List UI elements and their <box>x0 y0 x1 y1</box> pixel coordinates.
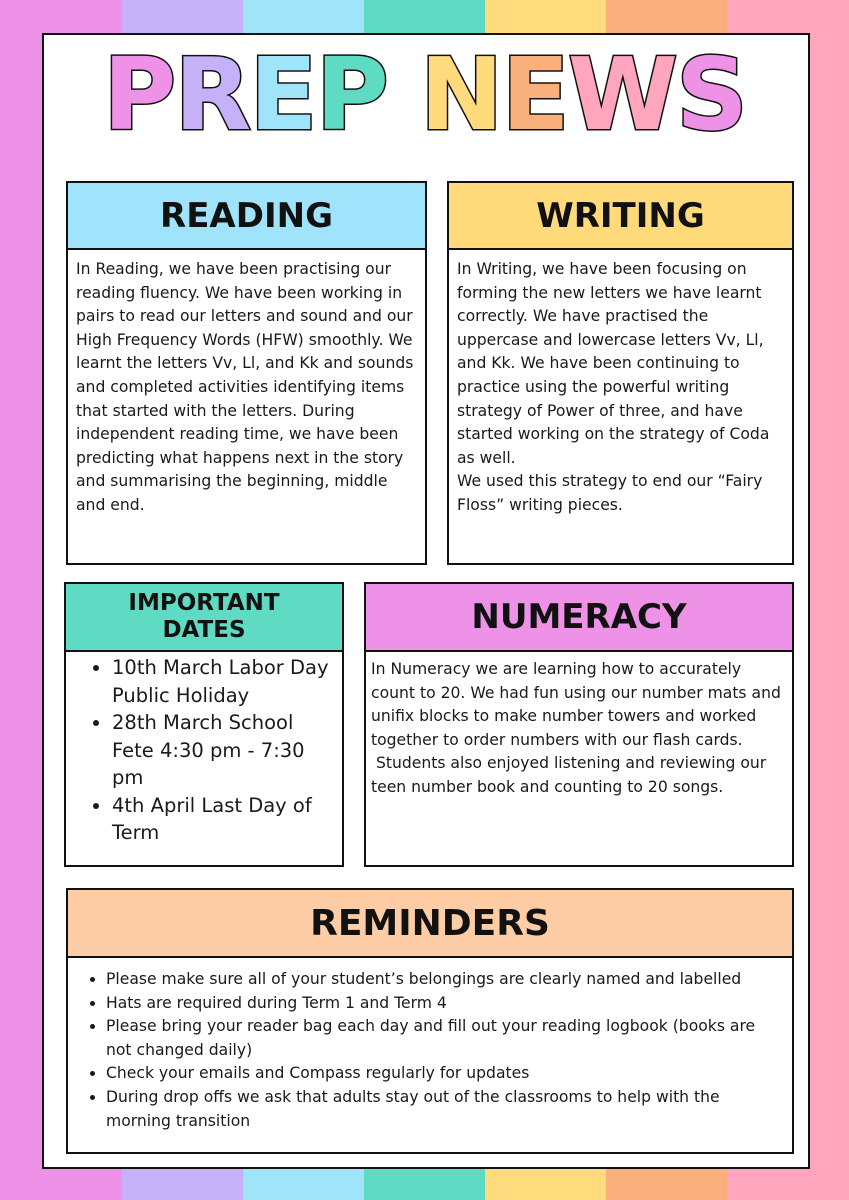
reading-heading: READING <box>160 195 333 236</box>
title-letter: E <box>501 36 568 153</box>
reminder-item: • Hats are required during Term 1 and Term 4 <box>106 992 782 1016</box>
important-dates-header <box>66 584 342 652</box>
numeracy-header <box>366 584 792 652</box>
writing-paragraph: We used this strategy to end our “Fairy Floss” writing pieces. <box>457 472 763 514</box>
page-title <box>0 36 849 153</box>
numeracy-paragraph: In Numeracy we are learning how to accurately count to 20. We had fun using our number mats and unifix blocks to make number towers and worked together to order numbers with our flash cards. <box>371 660 781 749</box>
title-letter: P <box>315 36 387 153</box>
numeracy-heading: NUMERACY <box>471 597 687 637</box>
reminders-header <box>68 890 792 958</box>
title-letter: W <box>567 36 677 153</box>
title-letter: S <box>676 36 747 153</box>
numeracy-body <box>366 652 792 800</box>
reading-section <box>66 181 427 565</box>
important-date-item: • 10th March Labor Day Public Holiday <box>112 654 336 709</box>
writing-heading: WRITING <box>536 195 705 236</box>
important-dates-list <box>66 652 342 847</box>
reading-header <box>68 183 425 250</box>
title-letter: P <box>102 36 175 153</box>
reminders-list <box>68 958 792 1133</box>
reading-body: In Reading, we have been practising our reading fluency. We have been working in pairs to read our letters and sound and our High Frequency Words (HFW) smoothly. We learnt the letters Vv, Ll, and Kk and sounds and completed activities identifying items that started with the letters. During independent reading time, we have been predicting what happens next in the story and summarising the beginning, middle and end. <box>76 260 414 514</box>
important-date-item: • 4th April Last Day of Term <box>112 792 336 847</box>
title-letter <box>387 36 420 153</box>
important-dates-section <box>64 582 344 867</box>
reminders-heading: REMINDERS <box>310 902 550 944</box>
reminder-item: • Please make sure all of your student’s belongings are clearly named and labelled <box>106 968 782 992</box>
reminder-item: • During drop offs we ask that adults stay out of the classrooms to help with the morning transition <box>106 1086 782 1133</box>
writing-header <box>449 183 792 250</box>
reminder-item: • Please bring your reader bag each day and fill out your reading logbook (books are not changed daily) <box>106 1015 782 1062</box>
numeracy-section <box>364 582 794 867</box>
important-date-item: • 28th March School Fete 4:30 pm - 7:30 pm <box>112 709 336 792</box>
reminder-item: • Check your emails and Compass regularly for updates <box>106 1062 782 1086</box>
title-letter: R <box>174 36 250 153</box>
writing-body <box>449 250 792 518</box>
writing-section <box>447 181 794 565</box>
important-dates-heading: IMPORTANT DATES <box>128 590 280 643</box>
title-letter: E <box>249 36 316 153</box>
numeracy-paragraph: Students also enjoyed listening and reviewing our teen number book and counting to 20 songs. <box>371 754 772 796</box>
reminders-section <box>66 888 794 1154</box>
title-letter: N <box>419 36 502 153</box>
writing-paragraph: In Writing, we have been focusing on forming the new letters we have learnt correctly. We have practised the uppercase and lowercase letters Vv, Ll, and Kk. We have been continuing to practice using the powerful writing strategy of Power of three, and have started working on the strategy of Coda as well. <box>457 260 770 467</box>
